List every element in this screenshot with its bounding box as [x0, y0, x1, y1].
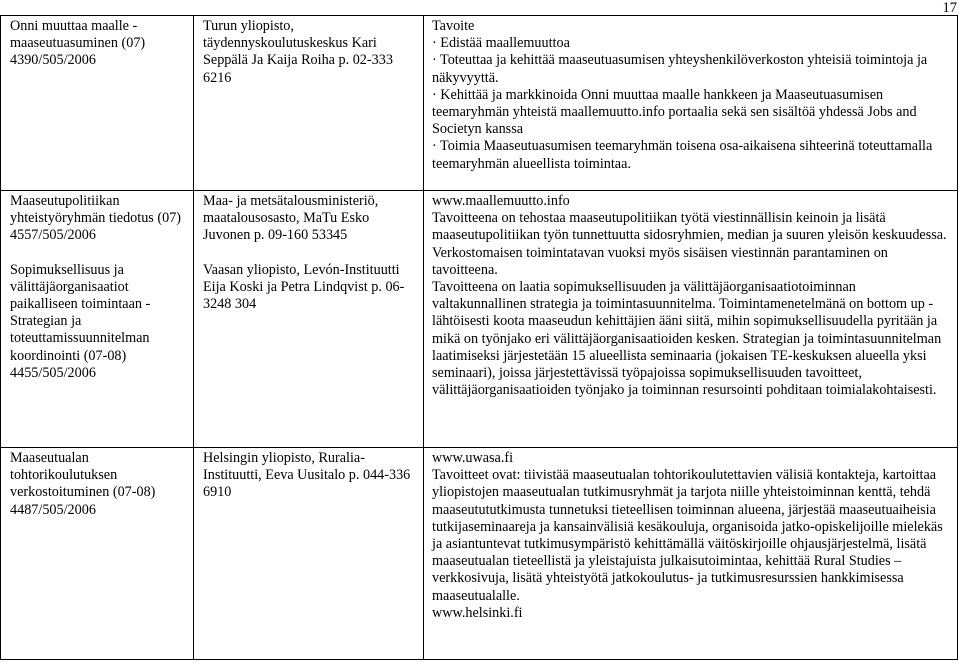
goal-text: Tavoitteena on laatia sopimuksellisuuden ja välittäjäorganisaatiotoiminnan valtakunnallinen strategia ja toimintasuunnitelma. Toimintamenetelmänä on bottom up -lähtöisesti koota maaseudun kehittäjien ääni siitä, mihin sopimuksellisuudella pyritään ja mikä on työnjako eri välittäjäorganisaatioiden kesken. Strategian ja toimintasuunnitelman laatimiseksi järjestetään 15 alueellista seminaaria (jokaisen TE-keskuksen alueella yksi seminaari), joissa järjestettävissä työpajoissa sopimuksellisuuden tavoitteet, välittäjäorganisaatioiden työnjako ja toiminnan resursointi pohditaan toimialakohtaisesti. [432, 279, 942, 399]
implementer-cell [194, 191, 424, 448]
implementer-cell [194, 16, 424, 191]
implementer-name: Helsingin yliopisto, Ruralia-Instituutti, Eeva Uusitalo p. 044-336 6910 [203, 450, 411, 501]
goals-cell [424, 448, 958, 660]
implementer-name: Maa- ja metsätalousministeriö, maatalousosasto, MaTu Esko Juvonen p. 09-160 53345 [203, 193, 379, 244]
project-cell [1, 16, 194, 191]
goal-item: · Edistää maallemuuttoa [432, 35, 570, 52]
project-name: Sopimuksellisuus ja välittäjäorganisaatiot paikalliseen toimintaan - Strategian ja toteuttamissuunnitelman koordinointi (07-08) 4455/505/2006 [10, 261, 151, 381]
website-link[interactable]: www.helsinki.fi [432, 604, 523, 621]
implementer-name: Turun yliopisto, täydennyskoulutuskeskus Kari Seppälä Ja Kaija Roiha p. 02-333 6216 [203, 18, 393, 86]
goal-text: Tavoitteet ovat: tiivistää maaseutualan tohtorikoulutettavien välisiä kontakteja, kartoittaa yliopistojen maaseutualan tutkimusryhmät ja tarjota niille yhteistoiminnan kenttä, tehdä maaseutututkimusta tunnetuksi tieteellisen toiminnan alueena, järjestää maaseutuaiheisia tutkijaseminaareja ja kansainvälisiä kesäkouluja, organisoida jatko-opiskelijoille mielekäs ja asiantuntevat tutkimusympäristö kehittämällä väitöskirjoille ohjausjärjestelmä, lisätä maaseutualan tieteellistä ja yleistajuista julkaisutoimintaa, kehittää Rural Studies –verkkosivuja, lisätä yhteistyötä jatkokoulutus- ja tutkimusresurssien hankkimisessa maaseutualalle. [432, 467, 943, 604]
website-link[interactable]: www.uwasa.fi [432, 450, 514, 466]
goal-item: · Toimia Maaseutuasumisen teemaryhmän toisena osa-aikaisena sihteerinä toteuttamalla teemaryhmän alueellista toimintaa. [432, 138, 933, 172]
project-name: Maaseutualan tohtorikoulutuksen verkostoituminen (07-08) 4487/505/2006 [10, 450, 156, 518]
table-row [1, 191, 958, 448]
goals-heading: Tavoite [432, 18, 475, 34]
page-number: 17 [942, 0, 957, 16]
goals-cell [424, 191, 958, 448]
website-link[interactable]: www.maallemuutto.info [432, 193, 570, 209]
table-row [1, 16, 958, 191]
projects-table [0, 15, 958, 660]
implementer-cell [194, 448, 424, 660]
project-name: Onni muuttaa maalle - maaseutuasuminen (07) 4390/505/2006 [10, 18, 146, 69]
implementer-name: Vaasan yliopisto, Levón-Instituutti Eija Koski ja Petra Lindqvist p. 06-3248 304 [203, 261, 405, 313]
goal-item: · Toteuttaa ja kehittää maaseutuasumisen yhteyshenkilöverkoston yhteisiä toimintoja ja näkyvyyttä. [432, 52, 928, 86]
project-name: Maaseutupolitiikan yhteistyöryhmän tiedotus (07) 4557/505/2006 [10, 193, 182, 244]
goal-text: Tavoitteena on tehostaa maaseutupolitiikan työtä viestinnällisin keinoin ja lisätä maaseutupolitiikan työn tunnettuutta sidosryhmien, median ja suuren yleisön keskuudessa. Verkostomaisen toimintatavan vuoksi myös sisäisen viestinnän parantaminen on tavoitteena. [432, 210, 947, 278]
project-cell [1, 191, 194, 448]
project-cell [1, 448, 194, 660]
goal-item: · Kehittää ja markkinoida Onni muuttaa maalle hankkeen ja Maaseutuasumisen teemaryhmän yhteistä maallemuutto.info portaalia sekä sen sisältöä yhdessä Jobs and Societyn kanssa [432, 86, 917, 138]
goals-cell [424, 16, 958, 191]
table-row [1, 448, 958, 660]
